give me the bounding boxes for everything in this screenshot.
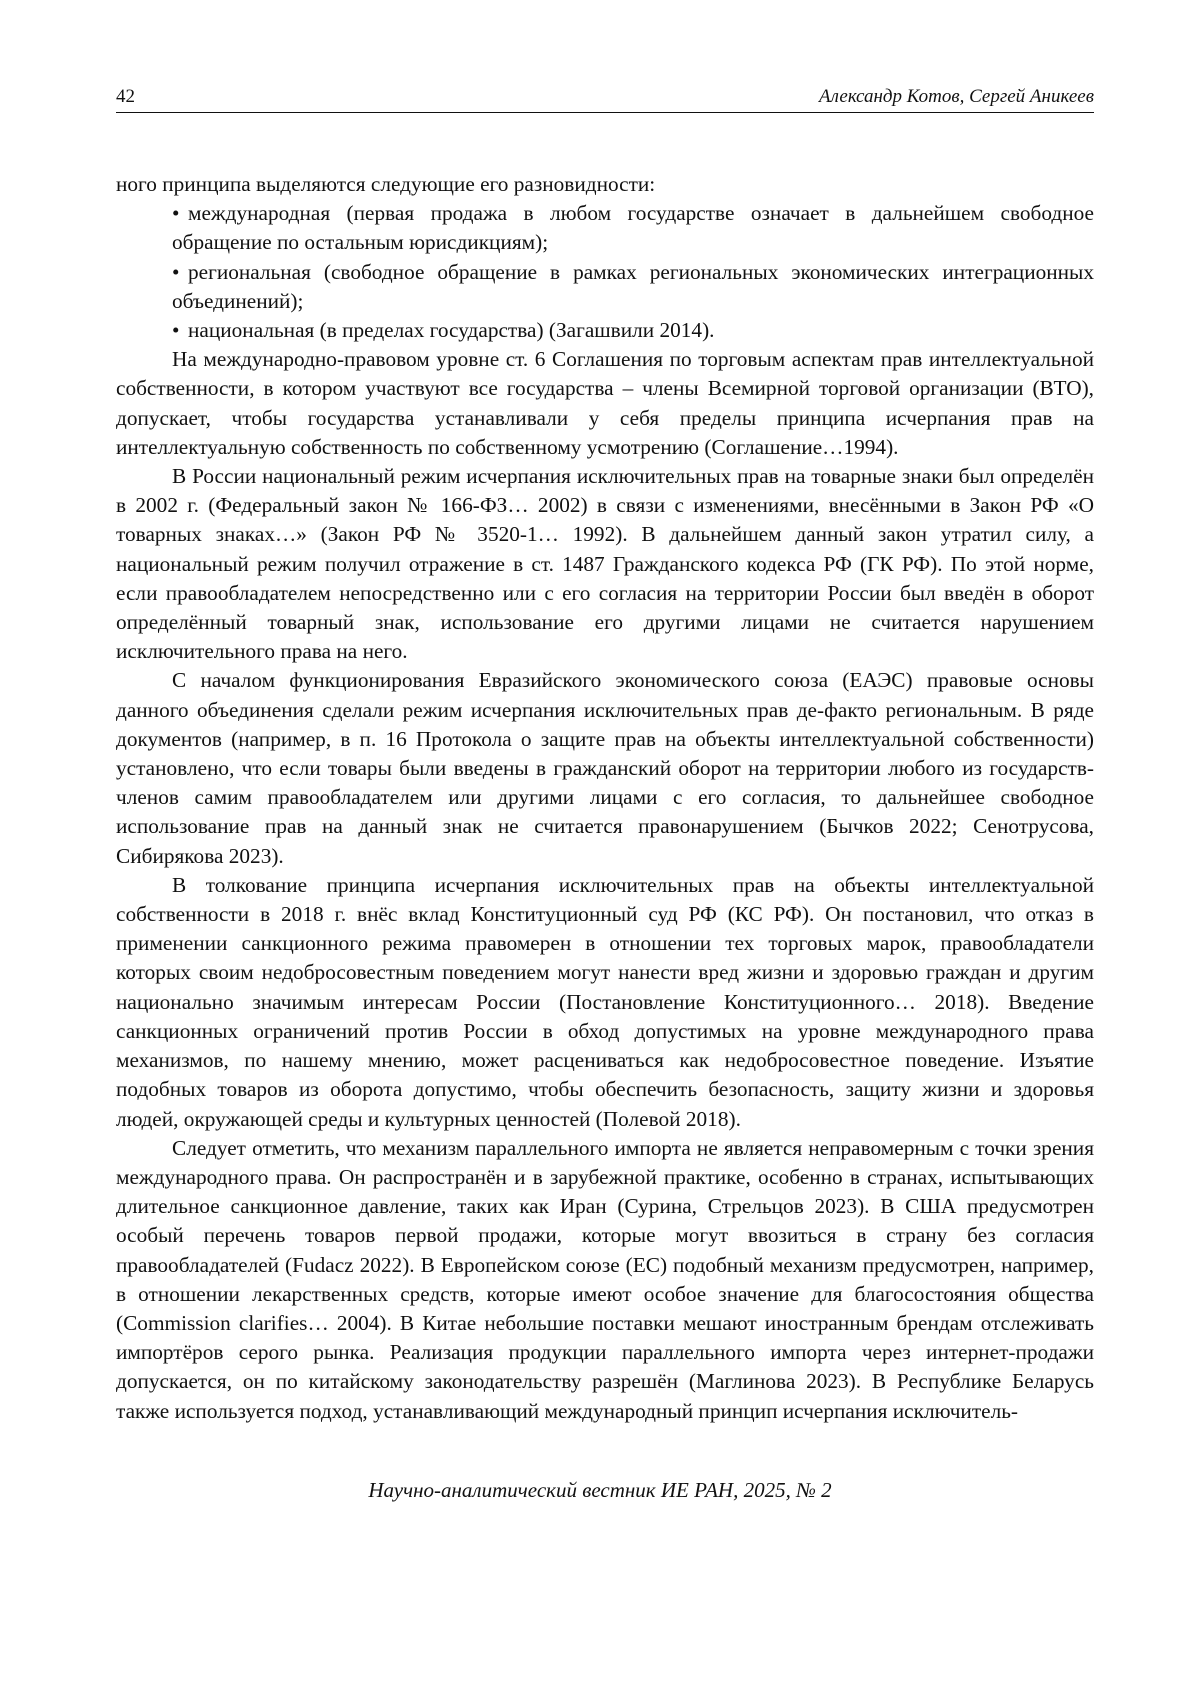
bullet-text: национальная (в пределах государства) (Загашвили 2014). [188,318,715,343]
bullet-icon: • [172,259,180,284]
paragraph: В толкование принципа исчерпания исключительных прав на объекты интеллектуальной собственности в 2018 г. внёс вклад Конституционный суд РФ (КС РФ). Он постановил, что отказ в применении санкционного режима правомерен в отношении тех торговых марок, правообладатели которых своим недобросовестным поведением могут нанести вред жизни и здоровью граждан и другим национально значимым интересам России (Постановление Конституционного… 2018). Введение санкционных ограничений против России в обход допустимых на уровне международного права механизмов, по нашему мнению, может расцениваться как недобросовестное поведение. Изъятие подобных товаров из оборота допустимо, чтобы обеспечить безопасность, защиту жизни и здоровья людей, окружающей среды и культурных ценностей (Полевой 2018). [116,872,1094,1131]
lead-paragraph: ного принципа выделяются следующие его разновидности: [116,172,656,196]
bullet-item [116,258,1094,316]
bullet-item [116,199,1094,257]
page-number: 42 [116,86,135,107]
running-title-authors: Александр Котов, Сергей Аникеев [819,86,1094,107]
paragraph: На международно-правовом уровне ст. 6 Соглашения по торговым аспектам прав интеллектуальной собственности, в котором участвуют все государства – члены Всемирной торговой организации (ВТО), допускает, чтобы государства устанавливали у себя пределы принципа исчерпания прав на интеллектуальную собственность по собственному усмотрению (Соглашение…1994). [116,347,1094,459]
paragraph: В России национальный режим исчерпания исключительных прав на товарные знаки был определён в 2002 г. (Федеральный закон № 166-ФЗ… 2002) в связи с изменениями, внесёнными в Закон РФ «О товарных знаках…» (Закон РФ № 3520-1… 1992). В дальнейшем данный закон утратил силу, а национальный режим получил отражение в ст. 1487 Гражданского кодекса РФ (ГК РФ). По этой норме, если правообладателем непосредственно или с его согласия на территории России был введён в оборот определённый товарный знак, использование его другими лицами не считается нарушением исключительного права на него. [116,464,1094,664]
page-header [116,86,1094,113]
bullet-text: региональная (свободное обращение в рамках региональных экономических интеграционных объединений); [172,259,1094,313]
page-footer [0,1477,1200,1503]
bullet-icon: • [172,318,180,343]
paragraph: С началом функционирования Евразийского экономического союза (ЕАЭС) правовые основы данного объединения сделали режим исчерпания исключительных прав де-факто региональным. В ряде документов (например, в п. 16 Протокола о защите прав на объекты интеллектуальной собственности) установлено, что если товары были введены в гражданский оборот на территории любого из государств-членов самим правообладателем или другими лицами с его согласия, то дальнейшее свободное использование прав на данный знак не считается правонарушением (Бычков 2022; Сенотрусова, Сибирякова 2023). [116,668,1094,868]
article-body [116,170,1094,1426]
bullet-item [116,316,1094,345]
bullet-text: международная (первая продажа в любом государстве означает в дальнейшем свободное обращение по остальным юрисдикциям); [172,201,1094,255]
journal-title: Научно-аналитический вестник ИЕ РАН, 2025, № 2 [368,1478,832,1502]
paragraph: Следует отметить, что механизм параллельного импорта не является неправомерным с точки зрения международного права. Он распространён и в зарубежной практике, особенно в странах, испытывающих длительное санкционное давление, таких как Иран (Сурина, Стрельцов 2023). В США предусмотрен особый перечень товаров первой продажи, которые могут ввозиться в страну без согласия правообладателей (Fudacz 2022). В Европейском союзе (ЕС) подобный механизм предусмотрен, например, в отношении лекарственных средств, которые имеют особое значение для благосостояния общества (Commission clarifies… 2004). В Китае небольшие поставки мешают иностранным брендам отслеживать импортёров серого рынка. Реализация продукции параллельного импорта через интернет-продажи допускается, он по китайскому законодательству разрешён (Маглинова 2023). В Республике Беларусь также используется подход, устанавливающий международный принцип исчерпания исключитель- [116,1135,1094,1423]
bullet-icon: • [172,201,180,226]
